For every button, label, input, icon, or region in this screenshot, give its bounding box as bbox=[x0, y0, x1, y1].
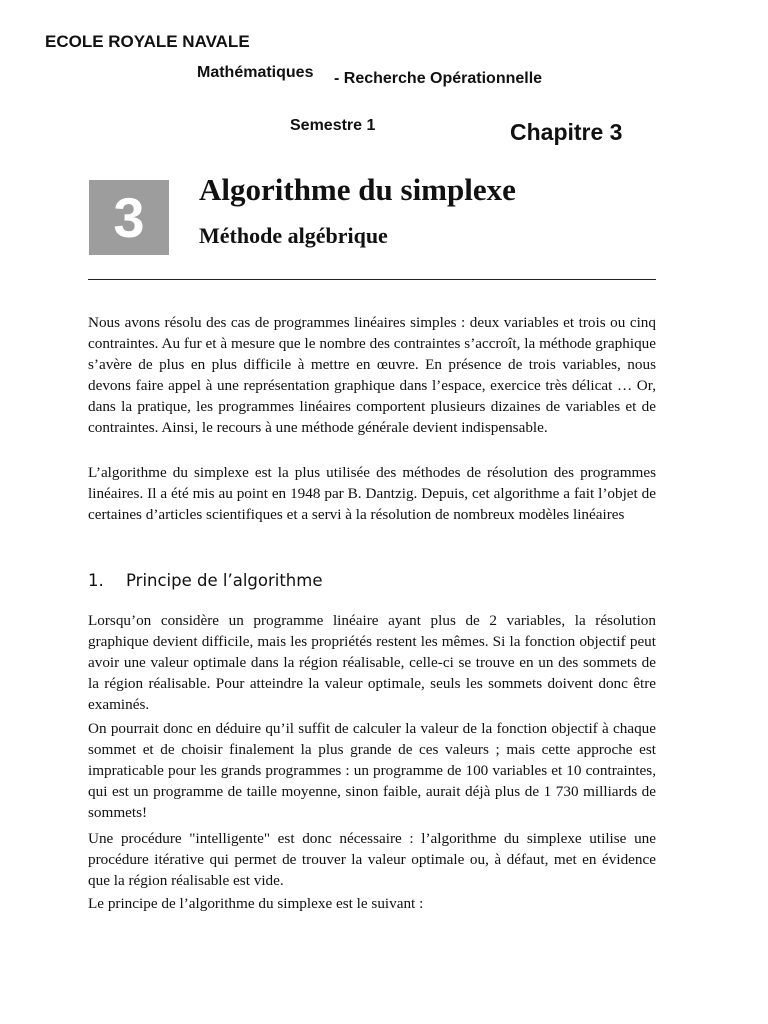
school-name: ECOLE ROYALE NAVALE bbox=[45, 32, 250, 51]
subject-label: Mathématiques bbox=[197, 64, 314, 81]
chapter-title: Algorithme du simplexe bbox=[199, 172, 516, 207]
title-divider bbox=[88, 279, 656, 280]
section-number: 1. bbox=[88, 571, 104, 590]
section-paragraph: Lorsqu’on considère un programme linéaire ayant plus de 2 variables, la résolution graphique devient difficile, mais les propriétés restent les mêmes. Si la fonction objectif peut avoir une valeur optimale dans la région réalisable, celle-ci se trouve en un des sommets de la région réalisable. Pour atteindre la valeur optimale, seuls les sommets doivent donc être examinés. bbox=[88, 612, 656, 713]
section-paragraph: Une procédure "intelligente" est donc nécessaire : l’algorithme du simplexe utilise une procédure itérative qui permet de trouver la valeur optimale ou, à défaut, met en évidence que la région réalisable est vide. bbox=[88, 830, 656, 889]
semester-label: Semestre 1 bbox=[290, 117, 376, 134]
subject-detail: - Recherche Opérationnelle bbox=[334, 70, 543, 87]
intro-paragraph: Nous avons résolu des cas de programmes linéaires simples : deux variables et trois ou cinq contraintes. Au fur et à mesure que le nombre des contraintes s’accroît, la méthode graphique s’avère de plus en plus difficile à mettre en œuvre. En présence de trois variables, nous devons faire appel à une représentation graphique dans l’espace, exercice très délicat … Or, dans la pratique, les programmes linéaires comportent plusieurs dizaines de variables et de contraintes. Ainsi, le recours à une méthode générale devient indispensable. bbox=[88, 314, 656, 436]
section-title: Principe de l’algorithme bbox=[126, 571, 323, 590]
chapter-subtitle: Méthode algébrique bbox=[199, 223, 388, 248]
chapter-number-badge: 3 bbox=[89, 180, 169, 255]
intro-paragraph: L’algorithme du simplexe est la plus utilisée des méthodes de résolution des programmes linéaires. Il a été mis au point en 1948 par B. Dantzig. Depuis, cet algorithme a fait l’objet de certaines d’articles scientifiques et a servi à la résolution de nombreux modèles linéaires bbox=[88, 464, 656, 523]
section-paragraph: Le principe de l’algorithme du simplexe est le suivant : bbox=[88, 895, 424, 912]
section-heading bbox=[88, 571, 323, 590]
section-paragraph: On pourrait donc en déduire qu’il suffit de calculer la valeur de la fonction objectif à chaque sommet et de choisir finalement la plus grande de ces valeurs ; mais cette approche est impraticable pour les grands programmes : un programme de 100 variables et 10 contraintes, qui est un programme de taille moyenne, sinon faible, aurait déjà plus de 1 730 milliards de sommets! bbox=[88, 720, 656, 821]
chapter-label: Chapitre 3 bbox=[510, 119, 623, 145]
